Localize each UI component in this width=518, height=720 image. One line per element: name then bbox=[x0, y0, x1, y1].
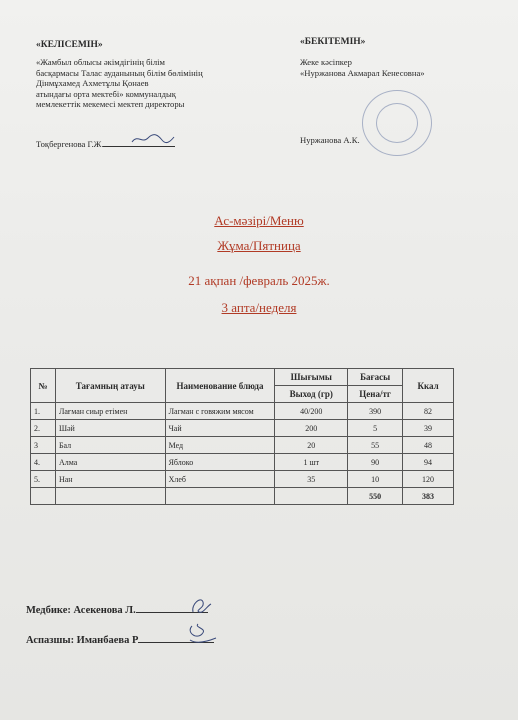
total-kcal: 383 bbox=[403, 488, 454, 505]
dish-name-ru: Хлеб bbox=[165, 471, 275, 488]
table-header-row bbox=[31, 369, 454, 386]
cook-label: Аспазшы: Иманбаева Р bbox=[26, 635, 139, 646]
col-name-kz-header: Тағамның атауы bbox=[55, 369, 165, 403]
dish-name-kz: Бал bbox=[55, 437, 165, 454]
seal-inner-ring-icon bbox=[376, 103, 418, 143]
dish-kcal: 120 bbox=[403, 471, 454, 488]
dish-yield: 40/200 bbox=[275, 403, 348, 420]
col-name-ru-header: Наименование блюда bbox=[165, 369, 275, 403]
agree-line: атындағы орта мектебі» коммуналдық bbox=[36, 88, 176, 99]
agree-title: «КЕЛІСЕМІН» bbox=[36, 40, 103, 50]
dish-kcal: 94 bbox=[403, 454, 454, 471]
approve-line: «Нуржанова Акмарал Кенесовна» bbox=[300, 67, 425, 78]
dish-yield: 200 bbox=[275, 420, 348, 437]
dish-price: 90 bbox=[348, 454, 403, 471]
row-number: 1. bbox=[31, 403, 56, 420]
dish-price: 10 bbox=[348, 471, 403, 488]
agree-signatory: Тоқбергенова Г.Ж. bbox=[36, 139, 104, 149]
dish-name-ru: Лагман с говяжим мясом bbox=[165, 403, 275, 420]
agree-line: «Жамбыл облысы әкімдігінің білім bbox=[36, 57, 165, 67]
dish-yield: 1 шт bbox=[275, 454, 348, 471]
row-number: 2. bbox=[31, 420, 56, 437]
col-price-ru-header: Цена/тг bbox=[348, 386, 403, 403]
empty-cell bbox=[275, 488, 348, 505]
agree-text bbox=[36, 57, 296, 110]
col-yield-ru-header: Выход (гр) bbox=[275, 386, 348, 403]
table-row bbox=[31, 471, 454, 488]
menu-date: 21 ақпан /февраль 2025ж. bbox=[188, 273, 330, 288]
dish-name-kz: Нан bbox=[55, 471, 165, 488]
dish-name-ru: Мед bbox=[165, 437, 275, 454]
menu-day: Жұма/Пятница bbox=[217, 238, 301, 253]
menu-table bbox=[30, 368, 454, 505]
dish-kcal: 82 bbox=[403, 403, 454, 420]
dish-price: 5 bbox=[348, 420, 403, 437]
approve-text bbox=[300, 57, 425, 78]
dish-name-kz: Шәй bbox=[55, 420, 165, 437]
table-totals-row bbox=[31, 488, 454, 505]
approve-line: Жеке кәсіпкер bbox=[300, 57, 352, 67]
approve-signatory: Нуржанова А.К. bbox=[300, 135, 360, 145]
agree-line: басқармасы Талас ауданының білім бөлімінің bbox=[36, 67, 203, 78]
table-row bbox=[31, 454, 454, 471]
col-kcal-header: Ккал bbox=[403, 369, 454, 403]
row-number: 4. bbox=[31, 454, 56, 471]
dish-yield: 20 bbox=[275, 437, 348, 454]
menu-title: Ас-мәзірі/Меню bbox=[214, 213, 304, 228]
dish-name-ru: Чай bbox=[165, 420, 275, 437]
agree-line: Дінмұхамед Ахметұлы Қонаев bbox=[36, 78, 149, 89]
nurse-signature-row bbox=[26, 604, 208, 616]
table-row bbox=[31, 420, 454, 437]
col-number-header: № bbox=[31, 369, 56, 403]
approve-title: «БЕКІТЕМІН» bbox=[300, 37, 366, 47]
dish-yield: 35 bbox=[275, 471, 348, 488]
dish-price: 390 bbox=[348, 403, 403, 420]
col-yield-kz-header: Шығымы bbox=[275, 369, 348, 386]
nurse-signature-icon bbox=[185, 592, 215, 616]
row-number: 3 bbox=[31, 437, 56, 454]
director-signature-icon bbox=[128, 131, 178, 147]
dish-kcal: 48 bbox=[403, 437, 454, 454]
nurse-label: Медбике: Асекенова Л. bbox=[26, 605, 136, 616]
empty-cell bbox=[165, 488, 275, 505]
table-row bbox=[31, 403, 454, 420]
empty-cell bbox=[31, 488, 56, 505]
agree-line: мемлекеттік мекемесі мектеп директоры bbox=[36, 99, 185, 110]
menu-week: 3 апта/неделя bbox=[221, 300, 297, 315]
dish-kcal: 39 bbox=[403, 420, 454, 437]
row-number: 5. bbox=[31, 471, 56, 488]
col-price-kz-header: Бағасы bbox=[348, 369, 403, 386]
table-row bbox=[31, 437, 454, 454]
dish-name-ru: Яблоко bbox=[165, 454, 275, 471]
dish-name-kz: Лағман сиыр етімен bbox=[55, 403, 165, 420]
dish-name-kz: Алма bbox=[55, 454, 165, 471]
total-price: 550 bbox=[348, 488, 403, 505]
empty-cell bbox=[55, 488, 165, 505]
dish-price: 55 bbox=[348, 437, 403, 454]
cook-signature-icon bbox=[182, 620, 222, 646]
